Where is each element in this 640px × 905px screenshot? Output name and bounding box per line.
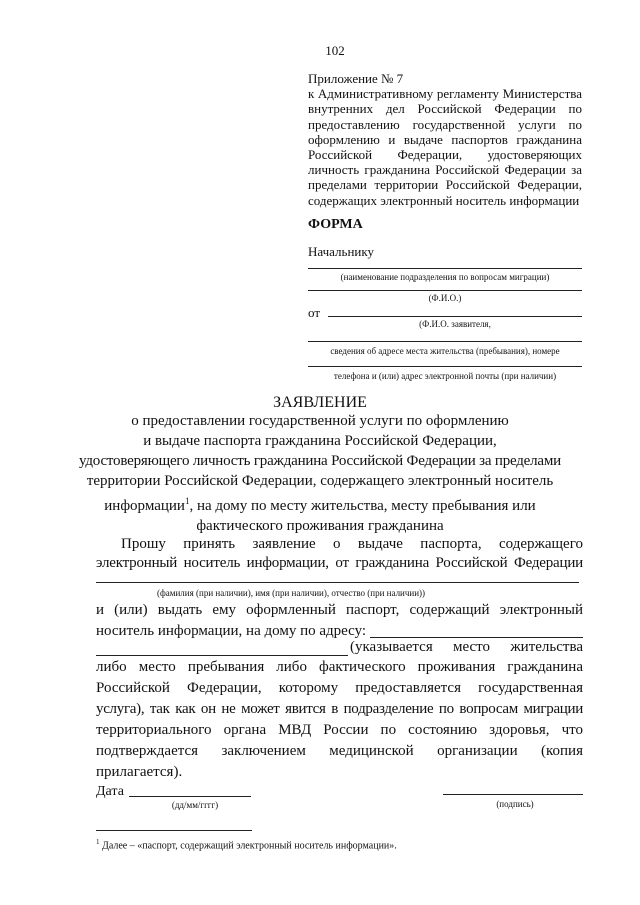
fio-line — [308, 290, 582, 291]
body-line: Российской Федерации, которому предоставляется государственная — [96, 680, 583, 696]
applicant-caption: (Ф.И.О. заявителя, — [419, 319, 491, 329]
body-line-1: Прошу принять заявление о выдаче паспорта, содержащего — [121, 536, 583, 552]
date-caption: (дд/мм/гггг) — [171, 800, 219, 810]
appendix-line: личность гражданина Российской Федерации за — [308, 162, 582, 178]
fio-caption: (Ф.И.О.) — [428, 293, 462, 303]
page-number: 102 — [325, 43, 345, 58]
appendix-line: пределами территории Российской Федерации, — [308, 177, 582, 193]
body-line-4: носитель информации, на дому по адресу: — [96, 623, 367, 639]
addressee-to: Начальнику — [308, 244, 375, 259]
address-caption: сведения об адресе места жительства (пребывания), номере — [330, 346, 560, 356]
name-line — [96, 582, 579, 583]
contact-line — [308, 366, 582, 367]
subtitle-line: о предоставлении государственной услуги по оформлению — [131, 413, 509, 429]
statement-title: ЗАЯВЛЕНИЕ — [273, 394, 367, 411]
signature-line — [443, 794, 583, 795]
footnote-mark: 1 — [96, 838, 100, 846]
signature-caption: (подпись) — [496, 799, 534, 809]
appendix-title: Приложение № 7 — [308, 71, 404, 86]
footnote — [96, 838, 397, 851]
appendix-line: оформлению и выдаче паспортов гражданина — [308, 131, 582, 147]
subtitle-line-5 — [60, 491, 580, 516]
from-label: от — [308, 305, 321, 320]
subtitle-text: информации — [104, 498, 185, 514]
appendix-line: внутренних дел Российской Федерации по — [308, 101, 582, 117]
body-line: услуга), так как он не может явится в подразделение по вопросам миграции — [96, 701, 583, 717]
appendix-line: к Административному регламенту Министерства — [308, 86, 582, 102]
subtitle-line: территории Российской Федерации, содержащего электронный носитель — [86, 473, 554, 489]
subtitle-line: и выдаче паспорта гражданина Российской Федерации, — [143, 433, 497, 449]
body-last-line: прилагается). — [96, 764, 183, 780]
subtitle-text: , на дому по месту жительства, месту пребывания или — [189, 498, 536, 514]
appendix-line: Российской Федерации, удостоверяющих — [308, 147, 582, 163]
footnote-text: Далее – «паспорт, содержащий электронный носитель информации». — [99, 840, 397, 852]
appendix-last-line: содержащих электронный носитель информации — [308, 192, 580, 208]
body-line-3: и (или) выдать ему оформленный паспорт, содержащий электронный — [96, 602, 583, 618]
body-line-5: (указывается место жительства — [350, 639, 583, 655]
address-fill-line-2 — [96, 655, 348, 656]
appendix-block — [308, 71, 582, 208]
body-line: либо место пребывания либо фактического проживания гражданина — [96, 659, 583, 675]
footnote-reference: 1 — [184, 496, 190, 506]
date-label: Дата — [96, 784, 124, 799]
subtitle-line: фактического проживания гражданина — [196, 518, 444, 534]
body-line-2: электронный носитель информации, от гражданина Российской Федерации — [96, 555, 583, 571]
body-line: подтверждается заключением медицинской организации (копия — [96, 743, 583, 759]
appendix-line: предоставлению государственной услуги по — [308, 116, 582, 132]
body-paragraph — [96, 657, 583, 783]
footnote-separator — [96, 830, 252, 831]
statement-subtitle — [60, 411, 580, 536]
date-line — [129, 796, 251, 797]
contact-caption: телефона и (или) адрес электронной почты (при наличии) — [333, 371, 557, 381]
name-caption: (фамилия (при наличии), имя (при наличии), отчество (при наличии)) — [156, 588, 426, 598]
address-line — [308, 341, 582, 342]
unit-line — [308, 268, 582, 269]
body-line: территориального органа МВД России по состоянию здоровья, что — [96, 722, 583, 738]
subtitle-line: удостоверяющего личность гражданина Российской Федерации за пределами — [78, 453, 562, 469]
unit-caption: (наименование подразделения по вопросам миграции) — [340, 272, 550, 282]
form-label: ФОРМА — [308, 217, 363, 232]
applicant-line — [328, 316, 582, 317]
